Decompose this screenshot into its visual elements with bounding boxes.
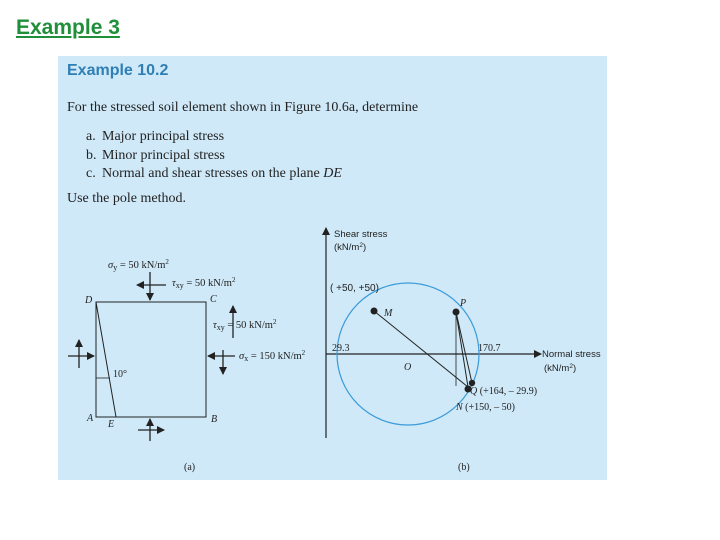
- corner-a: A: [87, 413, 94, 424]
- item-letter: a.: [86, 129, 96, 144]
- point-m: [371, 308, 378, 315]
- plane-de-line: [96, 302, 116, 417]
- label-n: N (+150, – 50): [456, 402, 515, 413]
- tau-top-label: τxy = 50 $kN/m^2$: [172, 276, 236, 290]
- tick-29-3: 29.3: [332, 343, 350, 354]
- problem-statement: For the stressed soil element shown in Figure 10.6a, determine: [67, 100, 419, 115]
- label-m: M: [384, 308, 393, 319]
- normal-axis-unit: $(kN/m^2)$: [544, 363, 577, 374]
- example-panel: [58, 56, 607, 480]
- point-coords-label: ( +50, +50): [330, 283, 379, 294]
- corner-c: C: [210, 294, 217, 305]
- line-m-n: [374, 311, 468, 387]
- corner-b: B: [211, 414, 218, 425]
- line-p-n: [456, 312, 468, 387]
- shear-axis-label: Shear stress: [334, 229, 388, 240]
- normal-axis-label: Normal stress: [542, 349, 601, 360]
- point-p: [453, 309, 460, 316]
- item-letter: b.: [86, 147, 97, 163]
- slide-title: Example 3: [16, 16, 120, 39]
- tick-170-7: 170.7: [478, 343, 501, 354]
- line-p-q: [456, 312, 472, 383]
- caption-a: (a): [184, 462, 196, 473]
- sigma-y-label: σy = 50 $kN/m^2$: [108, 258, 169, 272]
- figure-a: [68, 258, 306, 473]
- point-e: E: [108, 419, 115, 430]
- instruction: Use the pole method.: [67, 191, 186, 206]
- item-text: Minor principal stress: [102, 147, 225, 163]
- corner-d: D: [85, 295, 93, 306]
- item-letter: c.: [86, 166, 96, 181]
- figure-svg: [58, 56, 607, 480]
- caption-b: (b): [458, 462, 470, 473]
- sigma-x-label: σx = 150 $kN/m^2$: [239, 349, 306, 363]
- label-o: O: [404, 362, 412, 373]
- label-q: Q (+164, – 29.9): [470, 386, 538, 397]
- shear-axis-unit: $(kN/m^2)$: [334, 242, 367, 253]
- figure-b: [326, 228, 601, 473]
- plane-label: DE: [323, 166, 342, 181]
- angle-label: 10°: [113, 369, 127, 380]
- item-text: Major principal stress: [102, 129, 225, 144]
- example-title: Example 10.2: [67, 62, 169, 79]
- label-p: P: [460, 298, 467, 309]
- item-text: Normal and shear stresses on the plane: [102, 166, 324, 181]
- tau-right-label: τxy = 50 $kN/m^2$: [213, 318, 277, 332]
